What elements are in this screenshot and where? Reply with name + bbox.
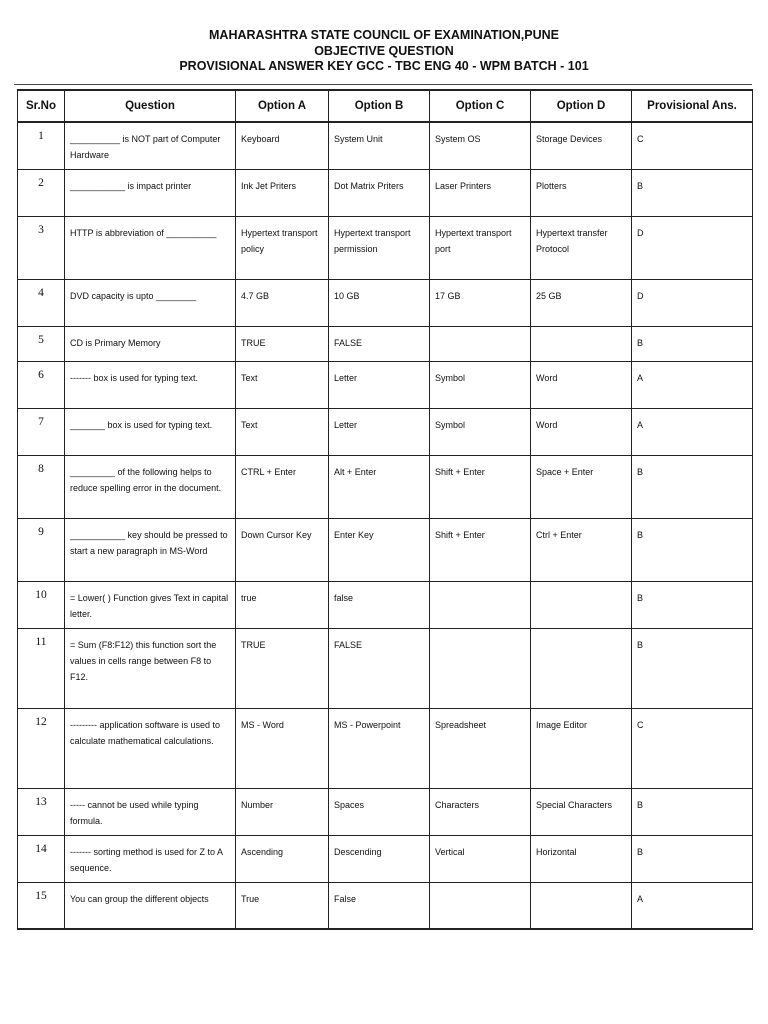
sr-no-cell: 6 [18, 361, 65, 408]
option-c-cell: Spreadsheet [430, 708, 531, 788]
column-header-sr-no: Sr.No [18, 90, 65, 122]
option-b-cell: Dot Matrix Priters [329, 169, 430, 216]
option-c-cell: Vertical [430, 835, 531, 882]
answer-cell: B [632, 581, 753, 628]
answer-cell: B [632, 788, 753, 835]
option-b-cell: Hypertext transport permission [329, 216, 430, 279]
question-cell: ----- cannot be used while typing formula. [65, 788, 236, 835]
answer-key-title: PROVISIONAL ANSWER KEY GCC - TBC ENG 40 - WPM BATCH - 101 [179, 59, 589, 73]
option-a-cell: Text [236, 408, 329, 455]
option-c-cell: Shift + Enter [430, 455, 531, 518]
option-c-cell: Hypertext transport port [430, 216, 531, 279]
option-b-cell: FALSE [329, 628, 430, 708]
option-d-cell: 25 GB [531, 279, 632, 326]
table-row [18, 581, 753, 628]
answer-cell: B [632, 169, 753, 216]
column-header-option-b: Option B [329, 90, 430, 122]
option-a-cell: 4.7 GB [236, 279, 329, 326]
option-a-cell: Keyboard [236, 122, 329, 169]
sr-no-cell: 15 [18, 882, 65, 929]
option-d-cell: Special Characters [531, 788, 632, 835]
option-b-cell: Alt + Enter [329, 455, 430, 518]
option-c-cell [430, 882, 531, 929]
option-b-cell: False [329, 882, 430, 929]
question-cell: ___________ is impact printer [65, 169, 236, 216]
option-b-cell: Enter Key [329, 518, 430, 581]
table-row [18, 882, 753, 929]
sr-no-cell: 10 [18, 581, 65, 628]
answer-key-table [17, 89, 753, 930]
column-header-provisional-ans: Provisional Ans. [632, 90, 753, 122]
table-row [18, 361, 753, 408]
option-c-cell [430, 628, 531, 708]
table-row [18, 122, 753, 169]
option-b-cell: MS - Powerpoint [329, 708, 430, 788]
question-cell: CD is Primary Memory [65, 326, 236, 361]
option-a-cell: True [236, 882, 329, 929]
answer-cell: C [632, 708, 753, 788]
option-c-cell: Laser Printers [430, 169, 531, 216]
sr-no-cell: 1 [18, 122, 65, 169]
option-c-cell: 17 GB [430, 279, 531, 326]
answer-cell: B [632, 455, 753, 518]
sr-no-cell: 8 [18, 455, 65, 518]
option-c-cell: Characters [430, 788, 531, 835]
option-b-cell: Letter [329, 361, 430, 408]
column-header-option-c: Option C [430, 90, 531, 122]
option-d-cell: Word [531, 361, 632, 408]
question-cell: DVD capacity is upto ________ [65, 279, 236, 326]
option-d-cell: Hypertext transfer Protocol [531, 216, 632, 279]
answer-cell: D [632, 216, 753, 279]
table-row [18, 326, 753, 361]
sr-no-cell: 4 [18, 279, 65, 326]
answer-cell: B [632, 628, 753, 708]
table-row [18, 408, 753, 455]
option-b-cell: Descending [329, 835, 430, 882]
table-row [18, 279, 753, 326]
question-cell: _______ box is used for typing text. [65, 408, 236, 455]
answer-cell: B [632, 518, 753, 581]
sr-no-cell: 7 [18, 408, 65, 455]
option-a-cell: Ink Jet Priters [236, 169, 329, 216]
column-header-option-d: Option D [531, 90, 632, 122]
question-cell: HTTP is abbreviation of __________ [65, 216, 236, 279]
option-a-cell: Ascending [236, 835, 329, 882]
council-title: MAHARASHTRA STATE COUNCIL OF EXAMINATION,PUNE [209, 28, 559, 42]
option-c-cell: System OS [430, 122, 531, 169]
sr-no-cell: 5 [18, 326, 65, 361]
answer-cell: C [632, 122, 753, 169]
table-header-row [18, 90, 753, 122]
option-c-cell: Shift + Enter [430, 518, 531, 581]
option-c-cell [430, 326, 531, 361]
table-row [18, 708, 753, 788]
sr-no-cell: 2 [18, 169, 65, 216]
option-a-cell: CTRL + Enter [236, 455, 329, 518]
option-b-cell: Letter [329, 408, 430, 455]
table-row [18, 216, 753, 279]
option-b-cell: Spaces [329, 788, 430, 835]
table-row [18, 788, 753, 835]
question-cell: --------- application software is used to calculate mathematical calculations. [65, 708, 236, 788]
sr-no-cell: 13 [18, 788, 65, 835]
option-d-cell [531, 581, 632, 628]
question-cell: = Sum (F8:F12) this function sort the values in cells range between F8 to F12. [65, 628, 236, 708]
answer-cell: A [632, 882, 753, 929]
option-d-cell: Image Editor [531, 708, 632, 788]
option-d-cell [531, 882, 632, 929]
option-b-cell: FALSE [329, 326, 430, 361]
option-c-cell: Symbol [430, 408, 531, 455]
column-header-question: Question [65, 90, 236, 122]
option-d-cell: Plotters [531, 169, 632, 216]
question-cell: _________ of the following helps to reduce spelling error in the document. [65, 455, 236, 518]
header-divider [14, 84, 752, 85]
option-b-cell: false [329, 581, 430, 628]
answer-cell: A [632, 408, 753, 455]
question-cell: You can group the different objects [65, 882, 236, 929]
option-d-cell: Space + Enter [531, 455, 632, 518]
sr-no-cell: 3 [18, 216, 65, 279]
option-a-cell: MS - Word [236, 708, 329, 788]
option-d-cell: Horizontal [531, 835, 632, 882]
column-header-option-a: Option A [236, 90, 329, 122]
question-cell: ------- box is used for typing text. [65, 361, 236, 408]
option-a-cell: TRUE [236, 326, 329, 361]
question-cell: ___________ key should be pressed to start a new paragraph in MS-Word [65, 518, 236, 581]
table-row [18, 518, 753, 581]
option-a-cell: TRUE [236, 628, 329, 708]
option-c-cell: Symbol [430, 361, 531, 408]
option-a-cell: Hypertext transport policy [236, 216, 329, 279]
table-row [18, 835, 753, 882]
sr-no-cell: 9 [18, 518, 65, 581]
option-d-cell [531, 326, 632, 361]
sr-no-cell: 14 [18, 835, 65, 882]
option-a-cell: Number [236, 788, 329, 835]
option-d-cell [531, 628, 632, 708]
question-cell: = Lower( ) Function gives Text in capital letter. [65, 581, 236, 628]
option-d-cell: Ctrl + Enter [531, 518, 632, 581]
option-c-cell [430, 581, 531, 628]
sr-no-cell: 12 [18, 708, 65, 788]
question-cell: __________ is NOT part of Computer Hardware [65, 122, 236, 169]
option-b-cell: 10 GB [329, 279, 430, 326]
answer-cell: B [632, 326, 753, 361]
answer-cell: B [632, 835, 753, 882]
option-a-cell: Text [236, 361, 329, 408]
option-b-cell: System Unit [329, 122, 430, 169]
subtitle: OBJECTIVE QUESTION [314, 43, 454, 58]
answer-cell: D [632, 279, 753, 326]
table-row [18, 455, 753, 518]
table-row [18, 169, 753, 216]
answer-cell: A [632, 361, 753, 408]
sr-no-cell: 11 [18, 628, 65, 708]
option-a-cell: Down Cursor Key [236, 518, 329, 581]
option-d-cell: Storage Devices [531, 122, 632, 169]
question-cell: ------- sorting method is used for Z to A sequence. [65, 835, 236, 882]
option-a-cell: true [236, 581, 329, 628]
document-header [0, 28, 768, 75]
table-row [18, 628, 753, 708]
option-d-cell: Word [531, 408, 632, 455]
